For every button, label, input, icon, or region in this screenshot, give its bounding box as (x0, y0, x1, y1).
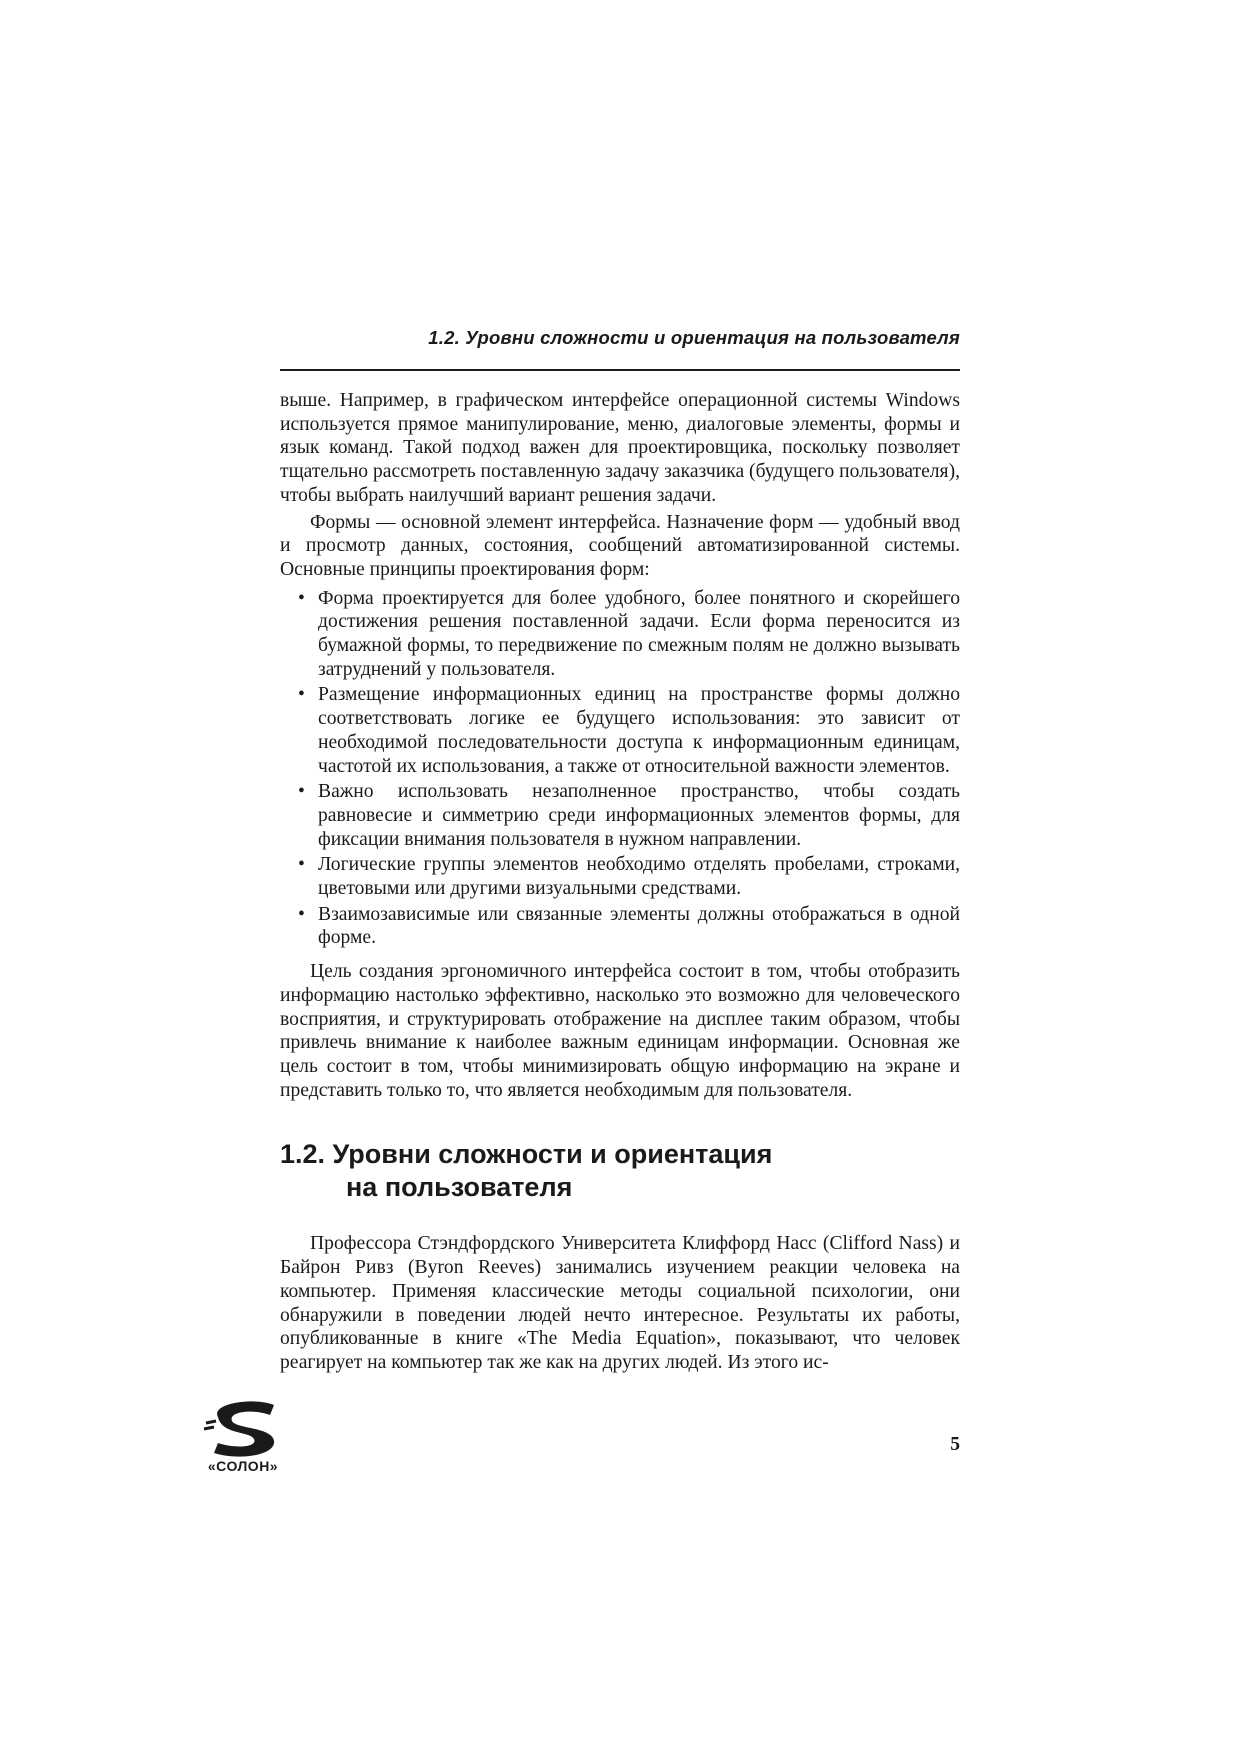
running-head: 1.2. Уровни сложности и ориентация на пользователя (428, 327, 960, 348)
solon-logo-icon (200, 1399, 286, 1489)
body-paragraph-3: Цель создания эргономичного интерфейса состоит в том, чтобы отобразить информацию настолько эффективно, насколько это возможно для человеческого восприятия, и структурировать отображение на дисплее таким образом, чтобы привлечь внимание к наиболее важным единицам информации. Основная же цель состоит в том, чтобы минимизировать общую информацию на экране и представить только то, что является необходимым для пользователя. (280, 961, 960, 1101)
list-item (298, 853, 960, 900)
bullet-icon: • (298, 781, 305, 803)
list-item-text: Форма проектируется для более удобного, более понятного и скорейшего достижения решения поставленной задачи. Если форма переносится из бумажной формы, то передвижение по смежным полям не должно вызывать затруднений у пользователя. (318, 587, 960, 680)
page-number: 5 (950, 1434, 960, 1455)
text-column (280, 389, 960, 1375)
list-item-text: Взаимозависимые или связанные элементы должны отображаться в одной форме. (318, 903, 960, 949)
list-item (298, 587, 960, 682)
list-item (298, 780, 960, 851)
list-item (298, 683, 960, 778)
list-item-text: Логические группы элементов необходимо отделять пробелами, строками, цветовыми или другими визуальными средствами. (318, 854, 960, 900)
list-item-text: Важно использовать незаполненное пространство, чтобы создать равновесие и симметрию среди информационных элементов формы, для фиксации внимания пользователя в нужном направлении. (318, 781, 960, 850)
section-heading-line-1: 1.2. Уровни сложности и ориентация (280, 1139, 773, 1170)
section-paragraph-1: Профессора Стэндфордского Университета Клиффорд Насс (Clifford Nass) и Байрон Ривз (Byron Reeves) занимались изучением реакции человека на компьютер. Применяя классические методы социальной психологии, они обнаружили в поведении людей нечто интересное. Результаты их работы, опубликованные в книге «The Media Equation», показывают, что человек реагирует на компьютер так же как на других людей. Из этого ис- (280, 1233, 960, 1373)
header-rule (280, 369, 960, 371)
list-item-text: Размещение информационных единиц на пространстве формы должно соответствовать логике ее будущего использования: это зависит от необходимой последовательности доступа к информационным единицам, частотой их использования, а также от относительной важности элементов. (318, 684, 960, 777)
section-heading-line-2: на пользователя (346, 1172, 573, 1203)
body-paragraph-2: Формы — основной элемент интерфейса. Назначение форм — удобный ввод и просмотр данных, состояния, сообщений автоматизированной системы. Основные принципы проектирования форм: (280, 511, 960, 580)
bullet-icon: • (298, 903, 305, 925)
body-paragraph-1: выше. Например, в графическом интерфейсе операционной системы Windows используется прямое манипулирование, меню, диалоговые элементы, формы и язык команд. Такой подход важен для проектировщика, поскольку позволяет тщательно рассмотреть поставленную задачу заказчика (будущего пользователя), чтобы выбрать наилучший вариант решения задачи. (280, 390, 960, 506)
bullet-icon: • (298, 854, 305, 876)
publisher-name: «СОЛОН» (207, 1458, 279, 1474)
section-heading (280, 1138, 960, 1204)
bullet-icon: • (298, 587, 305, 609)
principles-list (280, 587, 960, 951)
bullet-icon: • (298, 684, 305, 706)
list-item (298, 903, 960, 950)
